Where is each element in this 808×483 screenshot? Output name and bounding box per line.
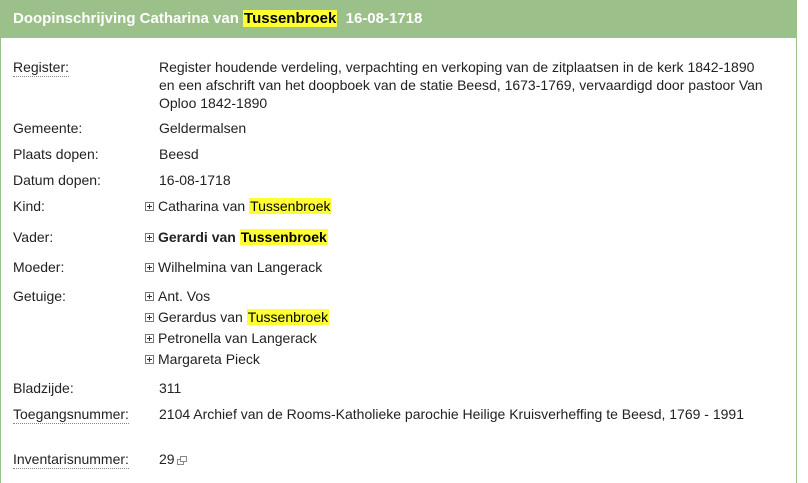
datum-value: 16-08-1718 (159, 172, 231, 188)
getuige-label: Getuige: (13, 288, 66, 304)
record-header (1, 0, 796, 38)
getuige-name-highlight: Tussenbroek (247, 309, 329, 325)
plaats-value: Beesd (159, 146, 199, 162)
getuige-name: Ant. Vos (158, 288, 211, 304)
getuige-name: Petronella van Langerack (158, 330, 317, 346)
datum-label: Datum dopen: (13, 172, 101, 188)
bladzijde-label: Bladzijde: (13, 380, 74, 396)
getuige-row (13, 287, 773, 371)
expand-icon[interactable] (145, 202, 154, 211)
vader-name: Gerardi van (158, 229, 240, 245)
list-item (159, 307, 771, 328)
moeder-value (159, 258, 771, 276)
kind-name-highlight: Tussenbroek (250, 198, 331, 214)
register-value: Register houdende verdeling, verpachting en verkoping van de zitplaatsen in de kerk 1842-1890 en een afschrift van het doopboek van de statie Beesd, 1673-1769, vervaardigd door pastoor Van Oploo 1842-1890 (159, 59, 763, 111)
plaats-label: Plaats dopen: (13, 146, 99, 162)
gemeente-value: Geldermalsen (159, 120, 247, 136)
header-title-highlight: Tussenbroek (244, 10, 337, 27)
register-row (13, 58, 773, 112)
moeder-name: Wilhelmina van Langerack (158, 259, 323, 275)
list-item (159, 286, 771, 307)
header-title-suffix: 16-08-1718 (337, 10, 423, 27)
toegangsnummer-label[interactable]: Toegangsnummer: (13, 406, 129, 422)
gemeente-label: Gemeente: (13, 120, 83, 136)
kind-name: Catharina van (158, 198, 250, 214)
vader-label: Vader: (13, 229, 54, 245)
expand-icon[interactable] (145, 263, 154, 272)
kind-value (159, 197, 771, 215)
kind-label: Kind: (13, 198, 45, 214)
expand-icon[interactable] (145, 292, 154, 301)
external-link-icon[interactable] (177, 456, 186, 464)
expand-icon[interactable] (145, 233, 154, 242)
list-item (159, 328, 771, 349)
toegangsnummer-value: 2104 Archief van de Rooms-Katholieke parochie Heilige Kruisverheffing te Beesd, 1769 - 1991 (159, 406, 744, 422)
getuige-name: Gerardus van (158, 309, 247, 325)
register-label[interactable]: Register: (13, 59, 70, 75)
getuige-list (159, 286, 771, 370)
list-item (159, 349, 771, 370)
header-title-prefix: Doopinschrijving Catharina van (13, 10, 244, 27)
vader-name-highlight: Tussenbroek (240, 229, 327, 245)
expand-icon[interactable] (145, 313, 154, 322)
moeder-label: Moeder: (13, 259, 65, 275)
inventarisnummer-label[interactable]: Inventarisnummer: (13, 451, 129, 467)
toegangsnummer-row (13, 405, 773, 441)
expand-icon[interactable] (145, 334, 154, 343)
inventarisnummer-number: 29 (159, 451, 175, 467)
getuige-name: Margareta Pieck (158, 351, 260, 367)
inventarisnummer-value (159, 450, 771, 468)
expand-icon[interactable] (145, 355, 154, 364)
vader-value (159, 228, 771, 246)
bladzijde-value: 311 (159, 380, 182, 396)
